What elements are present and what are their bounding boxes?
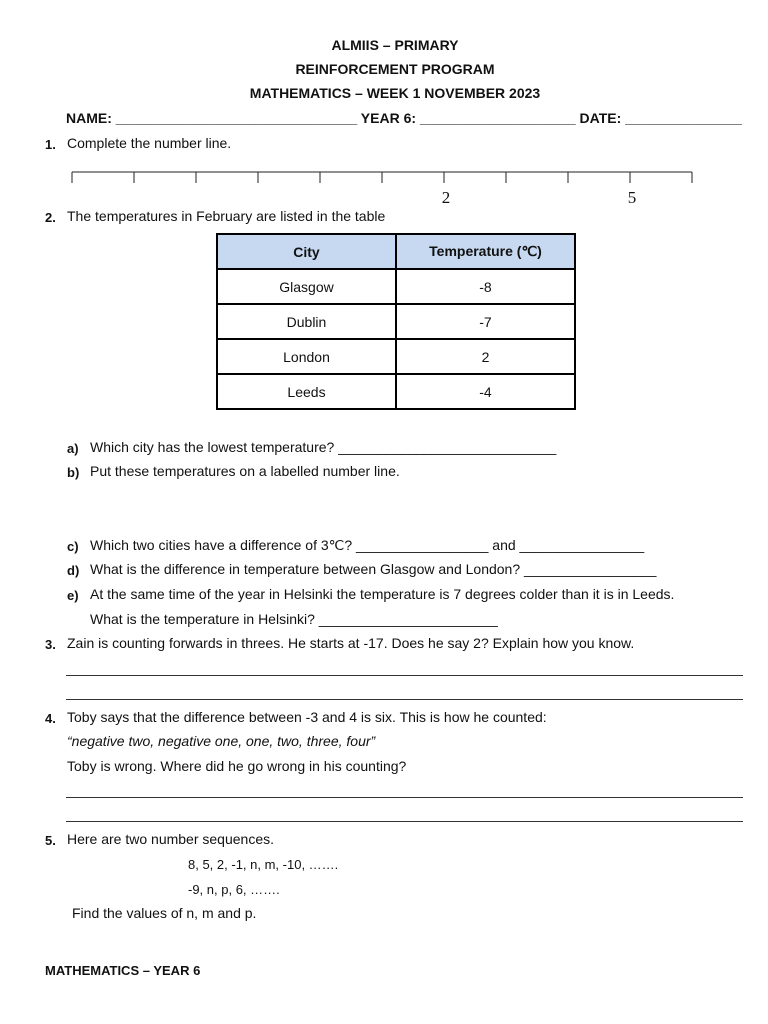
temperature-table bbox=[216, 233, 576, 410]
city-cell: Dublin bbox=[217, 304, 396, 339]
school-title: ALMIIS – PRIMARY bbox=[331, 37, 459, 53]
q2-number: 2. bbox=[45, 210, 56, 225]
q2b-label: b) bbox=[67, 465, 80, 480]
q3-text: Zain is counting forwards in threes. He starts at -17. Does he say 2? Explain how you know. bbox=[67, 635, 635, 651]
q4-text-2: Toby is wrong. Where did he go wrong in his counting? bbox=[67, 758, 407, 774]
q4-number: 4. bbox=[45, 711, 56, 726]
q3-number: 3. bbox=[45, 637, 56, 652]
table-row bbox=[217, 339, 575, 374]
name-year-date-line: NAME: _______________________________ YEAR 6: ____________________ DATE: _______________ bbox=[66, 110, 742, 126]
answer-line bbox=[66, 675, 743, 676]
q1-number: 1. bbox=[45, 137, 56, 152]
q2a-text: Which city has the lowest temperature? ____________________________ bbox=[90, 439, 557, 455]
q5-text-2: Find the values of n, m and p. bbox=[72, 905, 257, 921]
city-cell: Glasgow bbox=[217, 269, 396, 304]
q2d-label: d) bbox=[67, 563, 80, 578]
table-row bbox=[217, 304, 575, 339]
q2e-label: e) bbox=[67, 588, 79, 603]
q1-number-line bbox=[0, 160, 768, 210]
q1-text: Complete the number line. bbox=[67, 135, 232, 151]
answer-line bbox=[66, 797, 743, 798]
q2c-text: Which two cities have a difference of 3℃? _________________ and ________________ bbox=[90, 537, 645, 553]
number-line-label: 5 bbox=[627, 188, 637, 207]
city-cell: Leeds bbox=[217, 374, 396, 409]
q2-text: The temperatures in February are listed in the table bbox=[67, 208, 386, 224]
table-row bbox=[217, 269, 575, 304]
q2d-text: What is the difference in temperature between Glasgow and London? _________________ bbox=[90, 561, 657, 577]
program-title: REINFORCEMENT PROGRAM bbox=[295, 61, 495, 77]
answer-line bbox=[66, 821, 743, 822]
q2e-text-2: What is the temperature in Helsinki? _______________________ bbox=[90, 611, 498, 627]
header-city: City bbox=[217, 234, 396, 269]
answer-line bbox=[66, 699, 743, 700]
sequence-1: 8, 5, 2, -1, n, m, -10, ……. bbox=[188, 857, 339, 872]
table-row bbox=[217, 374, 575, 409]
temp-cell: -8 bbox=[396, 269, 575, 304]
footer-title: MATHEMATICS – YEAR 6 bbox=[45, 963, 201, 978]
q4-quote: “negative two, negative one, one, two, three, four” bbox=[67, 733, 376, 749]
q2e-text: At the same time of the year in Helsinki the temperature is 7 degrees colder than it is in Leeds. bbox=[90, 586, 675, 602]
city-cell: London bbox=[217, 339, 396, 374]
q5-text: Here are two number sequences. bbox=[67, 831, 274, 847]
header-temperature: Temperature (℃) bbox=[396, 234, 575, 269]
subject-title: MATHEMATICS – WEEK 1 NOVEMBER 2023 bbox=[249, 85, 541, 101]
q4-text: Toby says that the difference between -3 and 4 is six. This is how he counted: bbox=[67, 709, 547, 725]
temp-cell: -7 bbox=[396, 304, 575, 339]
q2a-label: a) bbox=[67, 441, 79, 456]
q2b-text: Put these temperatures on a labelled number line. bbox=[90, 463, 400, 479]
q5-number: 5. bbox=[45, 833, 56, 848]
table-header-row bbox=[217, 234, 575, 269]
sequence-2: -9, n, p, 6, ……. bbox=[188, 882, 280, 897]
number-line-label: 2 bbox=[441, 188, 451, 207]
q2c-label: c) bbox=[67, 539, 79, 554]
temp-cell: 2 bbox=[396, 339, 575, 374]
temp-cell: -4 bbox=[396, 374, 575, 409]
